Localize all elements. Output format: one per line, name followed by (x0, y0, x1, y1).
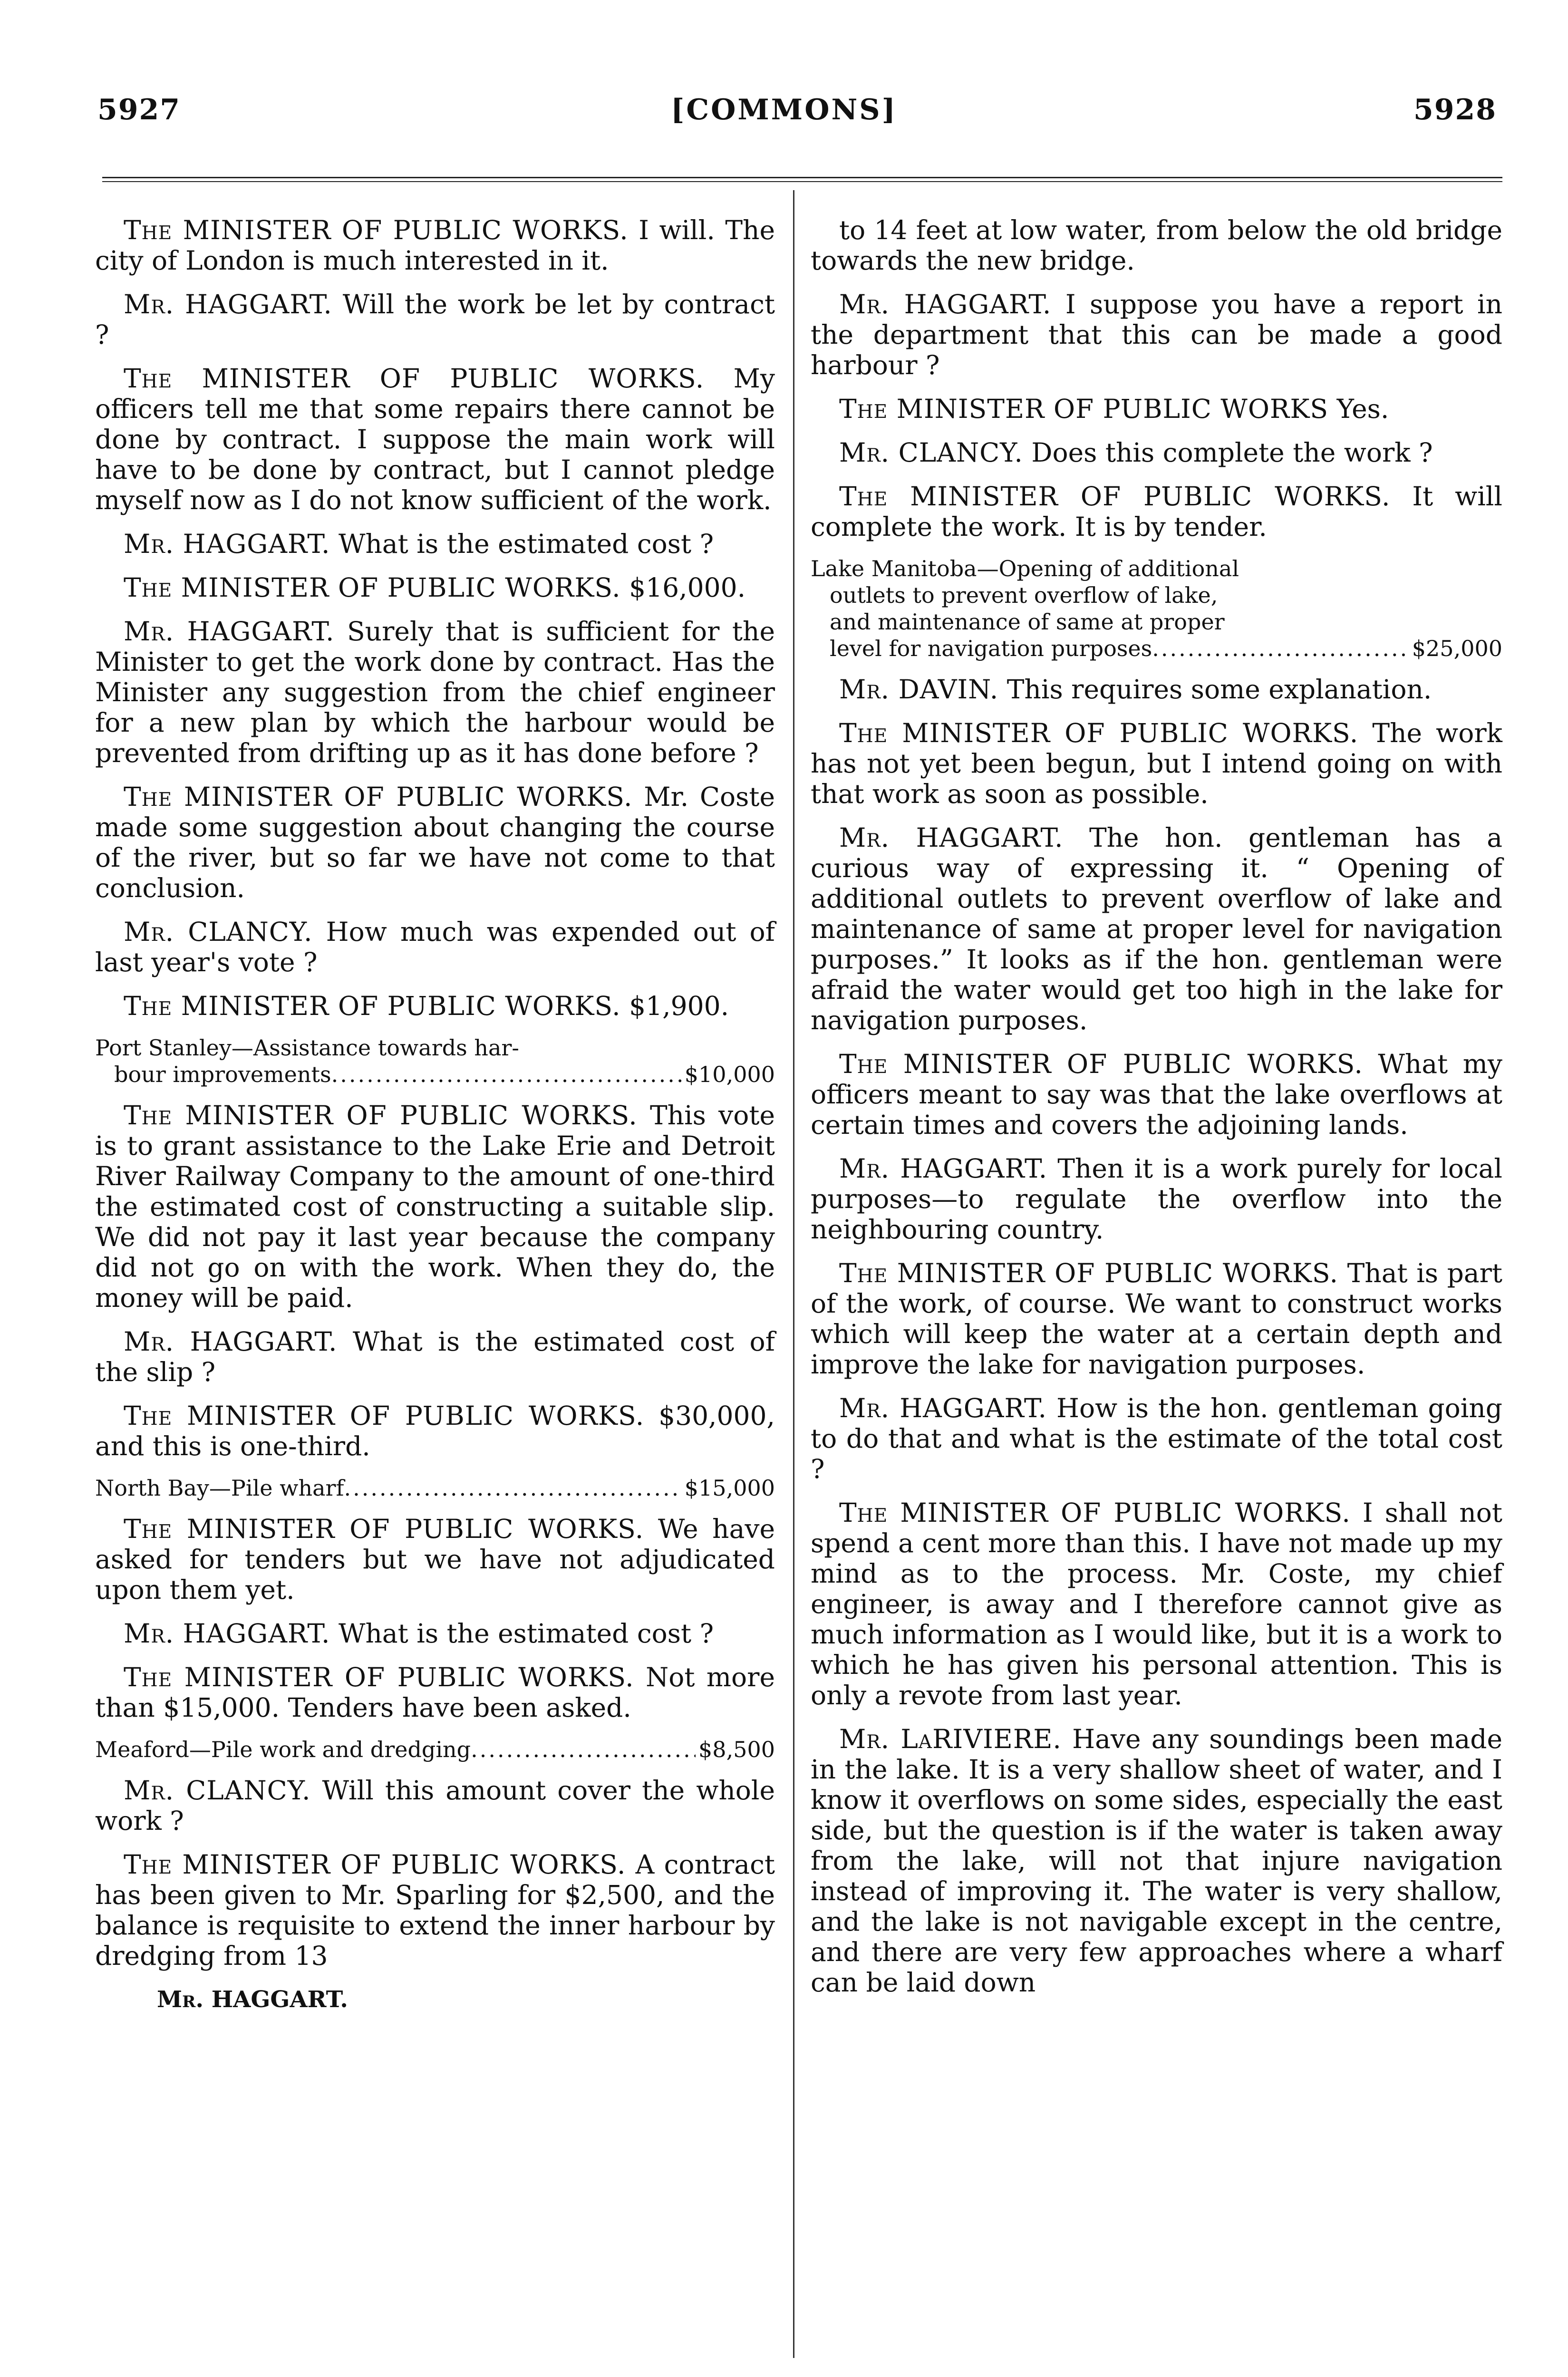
speaker-name: Mr. HAGGART. (839, 1153, 1048, 1184)
speech-paragraph (811, 215, 1502, 276)
speaker-name: The MINISTER OF PUBLIC WORKS. (839, 1258, 1339, 1288)
speech-text: Have any soundings been made in the lake. It is a very shallow sheet of water, and I know it overflows on some sides, especially the east side, but the question is if the water is taken away from the lake, will not that injure navigation instead of improving it. The water is very shallow, and the lake is not navigable except in the centre, and there are very few approaches where a wharf can be laid down (811, 1724, 1503, 1998)
estimate-item (95, 1475, 775, 1501)
speaker-name: Mr. HAGGART. (124, 289, 332, 319)
speech-text: Surely that is sufficient for the Minister to get the work done by contract. Has the Minister any suggestion from the chief engineer for a new plan by which the harbour would be prevented from drifting up as it has done before ? (95, 616, 775, 768)
speaker-name: Mr. HAGGART. (124, 529, 330, 559)
estimate-item (811, 555, 1502, 662)
speaker-name: Mr. CLANCY. (124, 917, 313, 947)
item-amount: $15,000 (684, 1475, 775, 1501)
speaker-name: The MINISTER OF PUBLIC WORKS. (124, 572, 621, 603)
speaker-name: The MINISTER OF PUBLIC WORKS. (124, 1401, 645, 1431)
speaker-name: The MINISTER OF PUBLIC WORKS. (124, 782, 633, 812)
speech-text: What is the estimated cost ? (338, 1618, 714, 1649)
speech-text: $1,900. (629, 991, 729, 1021)
speech-paragraph (811, 1724, 1502, 1998)
speech-text: $30,000, and this is one-third. (95, 1401, 775, 1461)
speaker-name: Mr. CLANCY. (839, 437, 1023, 468)
speech-text: Then it is a work purely for local purposes—to regulate the overflow into the neighbouring country. (811, 1153, 1503, 1245)
speaker-name: The MINISTER OF PUBLIC WORKS. (124, 1100, 638, 1131)
speech-paragraph (811, 1393, 1502, 1484)
estimate-item (95, 1736, 775, 1763)
speech-paragraph (95, 1514, 775, 1605)
item-description-line: and maintenance of same at proper (830, 609, 1225, 635)
speaker-name: Mr. HAGGART. (839, 822, 1064, 853)
speech-paragraph (95, 782, 775, 903)
speech-paragraph (95, 991, 775, 1021)
speech-paragraph (95, 917, 775, 977)
speech-text: This vote is to grant assistance to the Lake Erie and Detroit River Railway Company to the amount of one-third the estimated cost of constructing a suitable slip. We did not pay it last year because the company did not go on with the work. When they do, the money will be paid. (95, 1100, 775, 1313)
speaker-name: Mr. HAGGART. (124, 1618, 330, 1649)
speech-text: Does this complete the work ? (1031, 437, 1433, 468)
speech-text: The hon. gentleman has a curious way of expressing it. “ Opening of additional outlets to prevent overflow of lake and maintenance of same at proper level for navigation purposes.” It looks as if the hon. gentleman were afraid the water would get too high in the lake for navigation purposes. (811, 822, 1503, 1035)
speech-text: Mr. Coste made some suggestion about changing the course of the river, but so far we have not come to that conclusion. (95, 782, 775, 903)
speech-paragraph (95, 616, 775, 768)
speaker-name: The MINISTER OF PUBLIC WORKS. (839, 481, 1391, 512)
speech-text: to 14 feet at low water, from below the old bridge towards the new bridge. (811, 215, 1502, 276)
speech-paragraph (811, 481, 1502, 542)
item-amount: $10,000 (684, 1062, 775, 1087)
speech-text: It will complete the work. It is by tender. (811, 481, 1502, 542)
speech-text: That is part of the work, of course. We want to construct works which will keep the water at a certain depth and improve the lake for navigation purposes. (811, 1258, 1502, 1380)
page-header (0, 0, 1568, 157)
speech-paragraph (95, 363, 775, 515)
speech-text: What is the estimated cost ? (338, 529, 714, 559)
speech-text: I will. The city of London is much interested in it. (95, 215, 775, 276)
left-column (95, 215, 775, 2015)
speech-paragraph (811, 1049, 1502, 1140)
speech-paragraph (95, 529, 775, 559)
item-description-line: outlets to prevent overflow of lake, (830, 582, 1218, 608)
speech-text: Yes. (1336, 394, 1389, 424)
speaker-name: Mr. HAGGART. (839, 1393, 1047, 1423)
item-total-line (95, 1061, 775, 1088)
speaker-name: The MINISTER OF PUBLIC WORKS. (839, 1049, 1363, 1079)
speech-paragraph (95, 1849, 775, 1971)
column-divider (793, 190, 794, 2358)
speaker-name: The MINISTER OF PUBLIC WORKS. (124, 991, 621, 1021)
speech-text: We have asked for tenders but we have not adjudicated upon them yet. (95, 1514, 775, 1605)
speech-paragraph (95, 1662, 775, 1723)
speaker-name: The MINISTER OF PUBLIC WORKS. (839, 1498, 1351, 1528)
item-label: bour improvements (114, 1062, 331, 1087)
speech-paragraph (811, 674, 1502, 705)
speaker-name: The MINISTER OF PUBLIC WORKS. (124, 1849, 626, 1880)
speech-paragraph (95, 1100, 775, 1313)
speech-paragraph (95, 1401, 775, 1461)
speech-text: Will this amount cover the whole work ? (95, 1775, 775, 1836)
item-label: North Bay—Pile wharf (95, 1475, 344, 1501)
speech-paragraph (95, 289, 775, 350)
speech-text: I suppose you have a report in the department that this can be made a good harbour ? (811, 289, 1503, 380)
speech-text: What is the estimated cost of the slip ? (95, 1326, 775, 1387)
speaker-name: Mr. CLANCY. (124, 1775, 311, 1806)
speech-paragraph (95, 572, 775, 603)
page-number-right: 5928 (1413, 93, 1497, 126)
leader-dots (1152, 635, 1409, 662)
item-total-line (95, 1736, 775, 1763)
catchword: Mr. HAGGART. (157, 1986, 348, 2013)
speech-paragraph (811, 1153, 1502, 1245)
leader-dots (471, 1736, 696, 1763)
speech-text: I shall not spend a cent more than this. I have not made up my mind as to the process. Mr. Coste, my chief engineer, is away and I therefore cannot give as much information as I would like, but it is a work to which he has given his personal attention. This is only a revote from last year. (811, 1498, 1502, 1710)
speech-text: How is the hon. gentleman going to do that and what is the estimate of the total cost ? (811, 1393, 1502, 1484)
speaker-name: The MINISTER OF PUBLIC WORKS. (124, 363, 705, 394)
right-column (811, 215, 1502, 2011)
leader-dots (331, 1061, 682, 1088)
speech-paragraph (811, 822, 1502, 1035)
speech-paragraph (95, 1775, 775, 1836)
speaker-name: Mr. HAGGART. (124, 616, 335, 647)
speech-text: What my officers meant to say was that the lake overflows at certain times and covers the adjoining lands. (811, 1049, 1502, 1140)
page-number-left: 5927 (97, 93, 181, 126)
item-amount: $8,500 (698, 1737, 775, 1762)
speaker-name: The MINISTER OF PUBLIC WORKS. (124, 1514, 644, 1544)
speech-text: How much was expended out of last year's vote ? (95, 917, 775, 977)
speaker-name: The MINISTER OF PUBLIC WORKS. (839, 718, 1359, 748)
estimate-item (95, 1034, 775, 1088)
speaker-name: The MINISTER OF PUBLIC WORKS. (124, 215, 629, 245)
speaker-name: Mr. HAGGART. (839, 289, 1052, 319)
speech-text: Will the work be let by contract ? (95, 289, 775, 350)
item-total-line (95, 1475, 775, 1501)
header-rule (102, 177, 1502, 182)
speech-text: Not more than $15,000. Tenders have been asked. (95, 1662, 775, 1723)
speech-text: My officers tell me that some repairs there cannot be done by contract. I suppose the main work will have to be done by contract, but I cannot pledge myself now as I do not know sufficient of the work. (95, 363, 775, 515)
speech-text: $16,000. (629, 572, 746, 603)
speech-paragraph (811, 1258, 1502, 1380)
speech-paragraph (811, 394, 1502, 424)
speech-text: The work has not yet been begun, but I intend going on with that work as soon as possible. (811, 718, 1502, 809)
item-total-line (811, 635, 1502, 662)
speech-paragraph (95, 1326, 775, 1387)
speaker-name: The MINISTER OF PUBLIC WORKS (839, 394, 1329, 424)
speaker-name: Mr. HAGGART. (124, 1326, 338, 1357)
item-description-line: Port Stanley—Assistance towards har- (95, 1035, 519, 1061)
speaker-name: The MINISTER OF PUBLIC WORKS. (124, 1662, 634, 1692)
item-amount: $25,000 (1412, 636, 1502, 661)
speech-paragraph (811, 289, 1502, 380)
leader-dots (344, 1475, 682, 1501)
item-label: Meaford—Pile work and dredging (95, 1737, 471, 1762)
speech-paragraph (811, 437, 1502, 468)
speech-paragraph (95, 215, 775, 276)
item-label: level for navigation purposes (830, 636, 1152, 661)
running-title: [COMMONS] (670, 93, 898, 126)
item-description-line: Lake Manitoba—Opening of additional (811, 556, 1239, 581)
speech-paragraph (811, 718, 1502, 809)
speaker-name: Mr. DAVIN. (839, 674, 999, 705)
speech-paragraph (95, 1618, 775, 1649)
speech-text: A contract has been given to Mr. Sparling for $2,500, and the balance is requisite to extend the inner harbour by dredging from 13 (95, 1849, 775, 1971)
speech-text: This requires some explanation. (1007, 674, 1432, 705)
speech-paragraph (811, 1498, 1502, 1710)
speaker-name: Mr. LaRIVIERE. (839, 1724, 1062, 1754)
